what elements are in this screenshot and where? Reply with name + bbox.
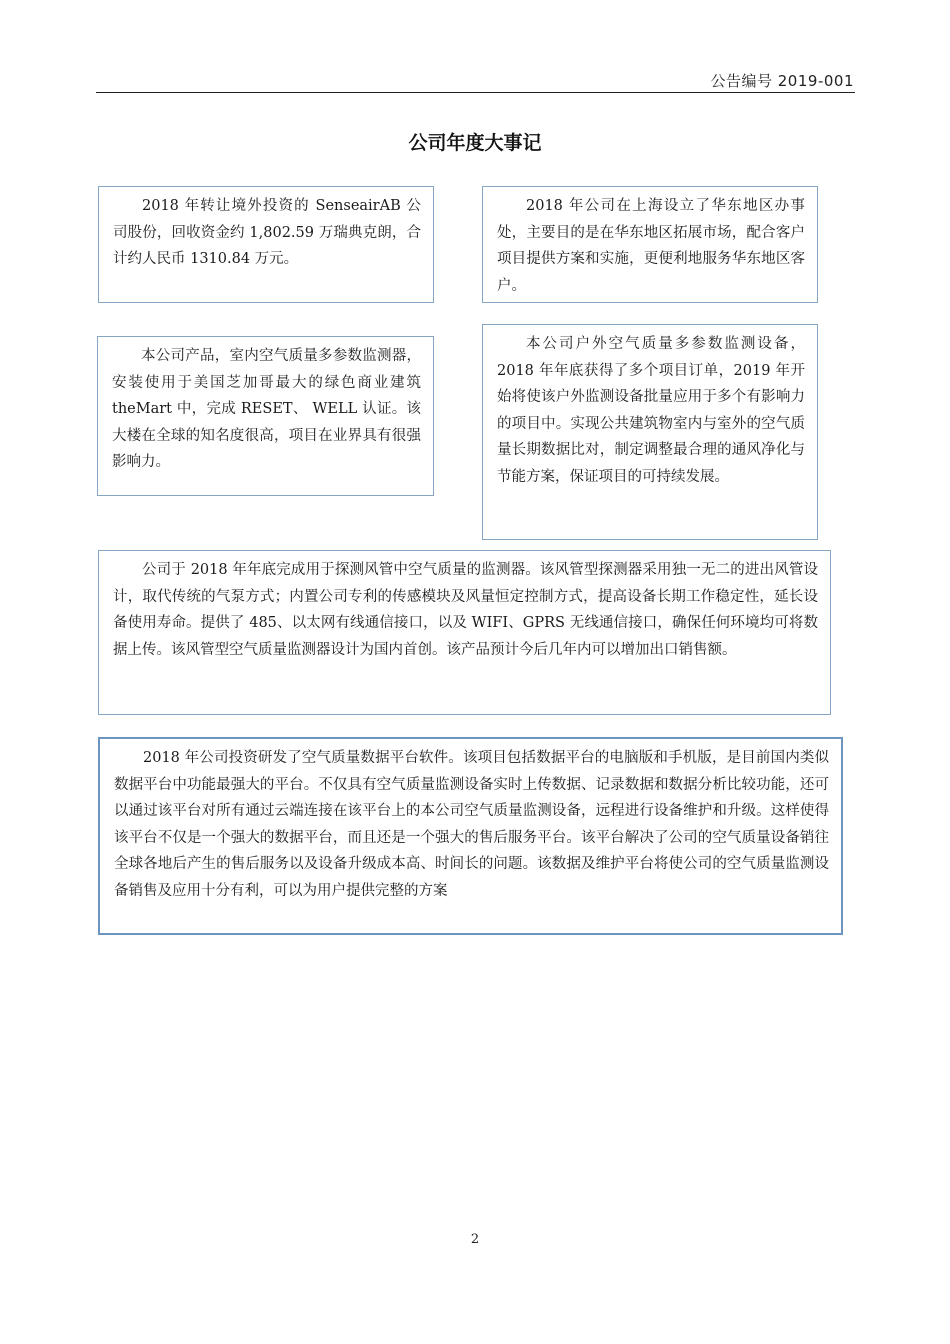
page-title: 公司年度大事记	[408, 132, 542, 154]
event-box-themart	[97, 336, 434, 496]
event-box-outdoor-monitor	[482, 324, 818, 540]
event-box-duct-monitor	[98, 550, 831, 715]
header-divider	[96, 92, 855, 93]
page-number: 2	[470, 1232, 480, 1247]
event-box-senseair	[98, 186, 434, 303]
event-text: 本公司产品，室内空气质量多参数监测器，安装使用于美国芝加哥最大的绿色商业建筑 theMart 中，完成 RESET、 WELL 认证。该大楼在全球的知名度很高，项目在业界具有很强影响力。	[112, 348, 421, 470]
announcement-number: 公告编号 2019-001	[710, 72, 854, 90]
event-text: 2018 年转让境外投资的 SenseairAB 公司股份，回收资金约 1,802.59 万瑞典克朗，合计约人民币 1310.84 万元。	[113, 198, 421, 267]
event-text: 本公司户外空气质量多参数监测设备，2018 年年底获得了多个项目订单，2019 年开始将使该户外监测设备批量应用于多个有影响力的项目中。实现公共建筑物室内与室外的空气质量长期数据比对，制定调整最合理的通风净化与节能方案，保证项目的可持续发展。	[497, 336, 805, 485]
event-text: 2018 年公司在上海设立了华东地区办事处，主要目的是在华东地区拓展市场，配合客户项目提供方案和实施，更便利地服务华东地区客户。	[497, 198, 805, 294]
event-text: 公司于 2018 年年底完成用于探测风管中空气质量的监测器。该风管型探测器采用独一无二的进出风管设计，取代传统的气泵方式；内置公司专利的传感模块及风量恒定控制方式，提高设备长期工作稳定性，延长设备使用寿命。提供了 485、以太网有线通信接口，以及 WIFI、GPRS 无线通信接口，确保任何环境均可将数据上传。该风管型空气质量监测器设计为国内首创。该产品预计今后几年内可以增加出口销售额。	[113, 562, 818, 658]
event-box-east-china-office	[482, 186, 818, 303]
event-box-data-platform	[98, 737, 843, 935]
event-text: 2018 年公司投资研发了空气质量数据平台软件。该项目包括数据平台的电脑版和手机版，是目前国内类似数据平台中功能最强大的平台。不仅具有空气质量监测设备实时上传数据、记录数据和数据分析比较功能，还可以通过该平台对所有通过云端连接在该平台上的本公司空气质量监测设备，远程进行设备维护和升级。这样使得该平台不仅是一个强大的数据平台，而且还是一个强大的售后服务平台。该平台解决了公司的空气质量设备销往全球各地后产生的售后服务以及设备升级成本高、时间长的问题。该数据及维护平台将使公司的空气质量监测设备销售及应用十分有利，可以为用户提供完整的方案	[114, 750, 829, 899]
